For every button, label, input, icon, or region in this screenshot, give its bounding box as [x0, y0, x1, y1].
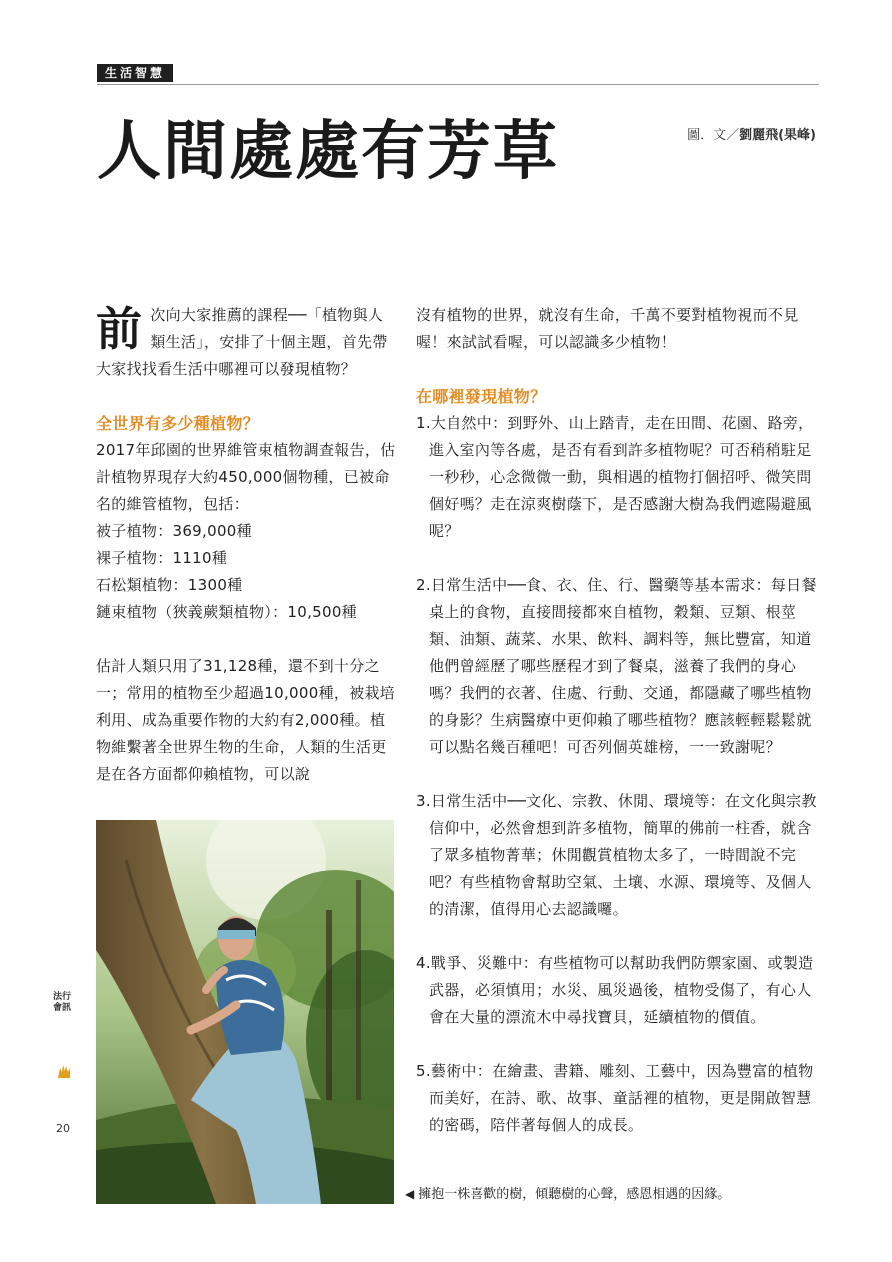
right-column: [416, 302, 821, 1139]
list-item: 5.藝術中：在繪畫、書籍、雕刻、工藝中，因為豐富的植物而美好，在詩、歌、故事、童話裡的植物，更是開啟智慧的密碼，陪伴著每個人的成長。: [416, 1062, 814, 1134]
count-ferns: 鏈束植物（狹義蕨類植物）：10,500種: [96, 603, 357, 621]
page-title: 人間處處有芳草: [97, 114, 559, 189]
tree-hug-photo: [96, 820, 394, 1204]
intro-paragraph: [96, 302, 396, 383]
usage-paragraph: 估計人類只用了31,128種，還不到十分之一；常用的植物至少超過10,000種，被栽培利用、成為重要作物的大約有2,000種。植物維繫著全世界生物的生命，人類的生活更是在各方面都仰賴植物，可以說: [96, 657, 396, 783]
section-tag: 生活智慧: [97, 64, 173, 82]
hands-icon: [56, 1062, 72, 1084]
header-rule: [97, 84, 819, 85]
count-angiosperms: 被子植物：369,000種: [96, 522, 252, 540]
magazine-name: 法行會訊: [52, 992, 71, 1013]
count-lycophytes: 石松類植物：1300種: [96, 576, 243, 594]
left-column: [96, 302, 396, 788]
list-item: 3.日常生活中──文化、宗教、休閒、環境等：在文化與宗教信仰中，必然會想到許多植物，簡單的佛前一柱香，就含了眾多植物菁華；休閒觀賞植物太多了，一時間說不完吧？有些植物會幫助空氣、土壤、水源、環境等、及個人的清潔，值得用心去認識囉。: [416, 792, 817, 918]
drop-cap: 前: [96, 302, 143, 356]
list-item: 4.戰爭、災難中：有些植物可以幫助我們防禦家園、或製造武器，必須慎用；水災、風災過後，植物受傷了，有心人會在大量的漂流木中尋找寶貝，延續植物的價值。: [416, 954, 814, 1026]
list-item: 1.大自然中：到野外、山上踏青，走在田間、花園、路旁，進入室內等各處，是否有看到許多植物呢？可否稍稍駐足一秒秒，心念微微一動，與相遇的植物打個招呼、微笑問個好嗎？走在涼爽樹蔭下，是否感謝大樹為我們遮陽避風呢？: [416, 414, 814, 540]
section-heading-how-many: 全世界有多少種植物？: [96, 414, 260, 433]
byline-author: 劉麗飛(果峰): [739, 128, 816, 143]
photo-caption: [405, 1183, 730, 1202]
byline: [687, 124, 816, 143]
section-heading-where: 在哪裡發現植物？: [416, 387, 547, 406]
count-gymnosperms: 裸子植物：1110種: [96, 549, 228, 567]
list-item: 2.日常生活中──食、衣、住、行、醫藥等基本需求：每日餐桌上的食物，直接間接都來自植物，穀類、豆類、根莖類、油類、蔬菜、水果、飲料、調料等，無比豐富，知道他們曾經歷了哪些歷程才到了餐桌，滋養了我們的身心嗎？我們的衣著、住處、行動、交通，都隱藏了哪些植物的身影？生病醫療中更仰賴了哪些植物？應該輕輕鬆鬆就可以點名幾百種吧！可否列個英雄榜，一一致謝呢？: [416, 576, 817, 756]
caption-arrow-icon: ◀: [405, 1187, 415, 1201]
tree-hug-illustration: [96, 820, 394, 1204]
intro-text: 次向大家推薦的課程──「植物與人類生活」，安排了十個主題，首先帶大家找找看生活中哪裡可以發現植物？: [96, 306, 388, 378]
continuation-paragraph: 沒有植物的世界，就沒有生命，千萬不要對植物視而不見喔！來試試看喔，可以認識多少植物！: [416, 306, 799, 351]
byline-prefix: 圖．文／: [687, 128, 740, 143]
caption-text: 擁抱一株喜歡的樹，傾聽樹的心聲，感恩相遇的因緣。: [418, 1187, 731, 1202]
survey-paragraph: 2017年邱園的世界維管束植物調查報告，估計植物界現存大約450,000個物種，已被命名的維管植物，包括：: [96, 441, 396, 513]
page-number: 20: [56, 1122, 70, 1135]
